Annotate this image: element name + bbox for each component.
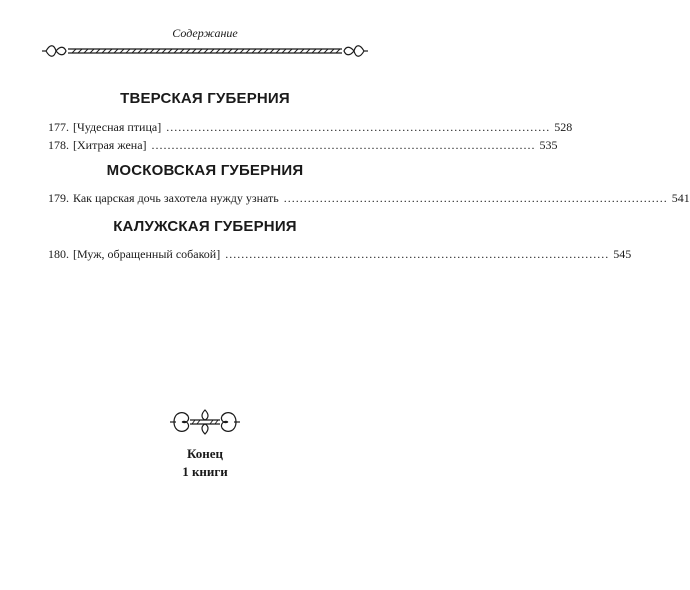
toc-title: [Хитрая жена] — [73, 138, 147, 152]
toc-number: 177. — [48, 120, 69, 134]
rope-ornament-icon — [42, 40, 368, 62]
toc-number: 178. — [48, 138, 69, 152]
toc-row — [48, 246, 632, 262]
section-title-kaluga: КАЛУЖСКАЯ ГУБЕРНИЯ — [113, 218, 297, 235]
toc-row — [48, 137, 558, 153]
running-head: Содержание — [172, 26, 238, 40]
section-title-moscow: МОСКОВСКАЯ ГУБЕРНИЯ — [106, 162, 304, 179]
toc-leader: ................................................................................................ — [225, 247, 610, 261]
toc-page: 541 — [671, 191, 690, 205]
flourish-ornament-icon — [168, 404, 242, 440]
toc-title: [Муж, обращенный собакой] — [73, 247, 221, 261]
toc-row — [48, 190, 690, 206]
toc-row — [48, 119, 573, 135]
end-label: Конец — [186, 446, 224, 461]
toc-page: 528 — [554, 120, 573, 134]
end-book-label: 1 книги — [182, 464, 228, 479]
toc-title: [Чудесная птица] — [73, 120, 162, 134]
toc-page: 545 — [613, 247, 632, 261]
toc-number: 180. — [48, 247, 69, 261]
toc-leader: ................................................................................................ — [283, 191, 668, 205]
toc-page: 535 — [539, 138, 558, 152]
toc-title: Как царская дочь захотела нужду узнать — [73, 191, 279, 205]
section-title-tver: ТВЕРСКАЯ ГУБЕРНИЯ — [120, 90, 290, 107]
toc-number: 179. — [48, 191, 69, 205]
toc-leader: ................................................................................................ — [166, 120, 551, 134]
toc-leader: ................................................................................................ — [151, 138, 536, 152]
